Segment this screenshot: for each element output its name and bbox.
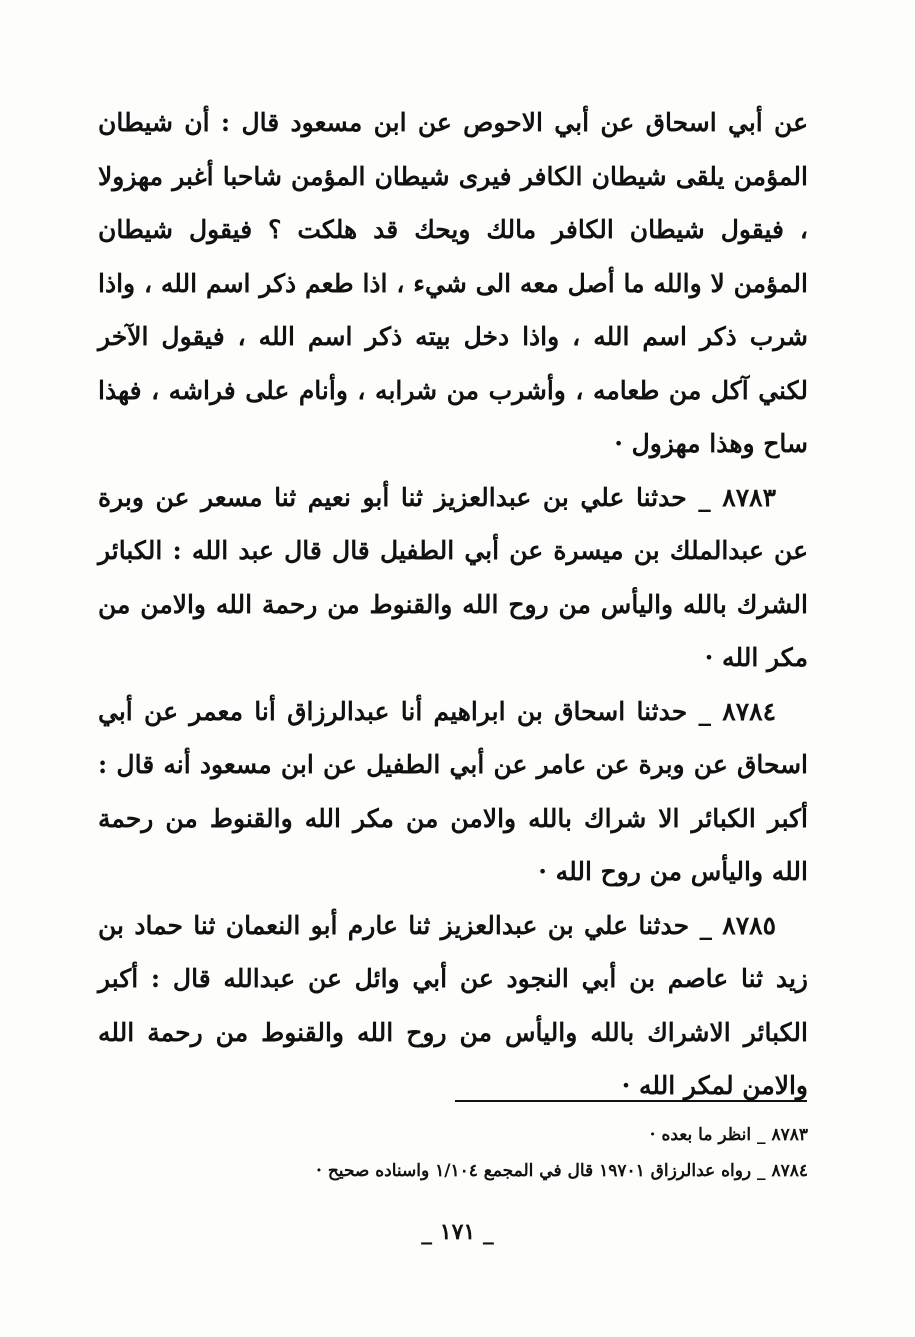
hadith-8785: ٨٧٨٥ _ حدثنا علي بن عبدالعزيز ثنا عارم أبو النعمان ثنا حماد بن زيد ثنا عاصم بن أبي النجود عن أبي وائل عن عبدالله قال : أكبر الكبائر الاشراك بالله واليأس من روح الله والقنوط من رحمة الله والامن لمكر الله ·	[98, 910, 808, 1100]
footnote-8783: ٨٧٨٣ _ انظر ما بعده ·	[649, 1125, 808, 1145]
paragraph-continuation: عن أبي اسحاق عن أبي الاحوص عن ابن مسعود قال : أن شيطان المؤمن يلقى شيطان الكافر فيرى شيطان المؤمن شاحبا أغبر مهزولا ، فيقول شيطان الكافر مالك ويحك قد هلكت ؟ فيقول شيطان المؤمن لا والله ما أصل معه الى شيء ، اذا طعم ذكر اسم الله ، واذا شرب ذكر اسم الله ، واذا دخل بيته ذكر اسم الله ، فيقول الآخر لكني آكل من طعامه ، وأشرب من شرابه ، وأنام على فراشه ، فهذا ساح وهذا مهزول ·	[98, 108, 808, 458]
hadith-8783: ٨٧٨٣ _ حدثنا علي بن عبدالعزيز ثنا أبو نعيم ثنا مسعر عن وبرة عن عبدالملك بن ميسرة عن أبي الطفيل قال قال عبد الله : الكبائر الشرك بالله واليأس من روح الله والقنوط من رحمة الله والامن من مكر الله ·	[98, 482, 808, 672]
hadith-8784: ٨٧٨٤ _ حدثنا اسحاق بن ابراهيم أنا عبدالرزاق أنا معمر عن أبي اسحاق عن وبرة عن عامر عن أبي الطفيل عن ابن مسعود أنه قال : أكبر الكبائر الا شراك بالله والامن من مكر الله والقنوط من رحمة الله واليأس من روح الله ·	[98, 696, 808, 886]
footnote-8784: ٨٧٨٤ _ رواه عدالرزاق ١٩٧٠١ قال في المجمع ١/١٠٤ واسناده صحيح ·	[316, 1161, 808, 1181]
main-text	[98, 96, 808, 1113]
footnote-divider	[455, 1100, 807, 1102]
page-number: _ ١٧١ _	[421, 1219, 494, 1245]
footnotes	[98, 1117, 808, 1189]
